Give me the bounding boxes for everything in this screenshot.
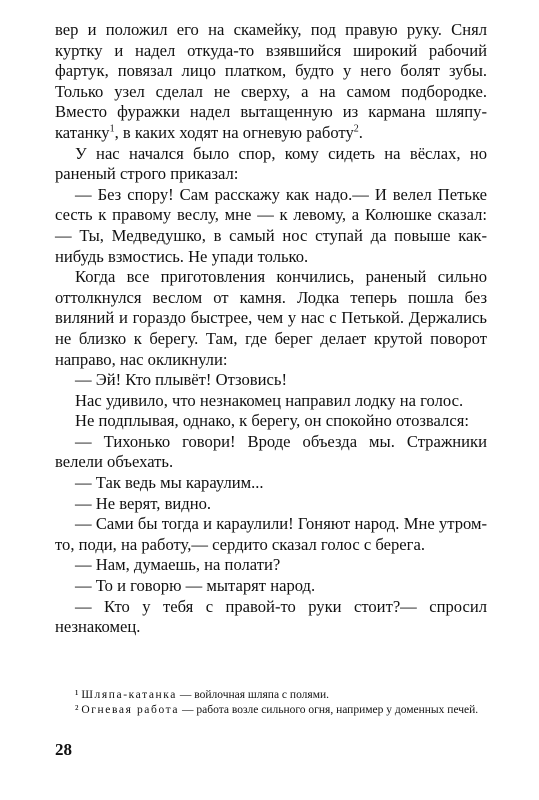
paragraph-1-text-a: вер и положил его на скамейку, под правую руку. Снял куртку и надел откуда-то взявшийся широкий рабочий фартук, повязал лицо платком, будто у него болят зубы. Только узел сделал не сверху, а на самом подбородке. Вместо фуражки надел вытащенную из кармана шляпу-катанку [55, 20, 487, 142]
paragraph-10: — Не верят, видно. [75, 493, 212, 513]
footnote-2-term: Огневая работа [81, 704, 180, 716]
paragraph-12: — Нам, думаешь, на полати? [75, 555, 281, 575]
footnote-1-text: — войлочная шляпа с полями. [177, 689, 330, 701]
footnotes [55, 688, 487, 718]
paragraph-5: — Эй! Кто плывёт! Отзовись! [75, 370, 287, 390]
page-number: 28 [55, 740, 72, 759]
paragraph-1-text-b: , в каких ходят на огневую работу [114, 122, 354, 142]
paragraph-11: — Сами бы тогда и караулили! Гоняют народ. Мне утром-то, поди, на работу,— сердито сказал голос с берега. [55, 514, 487, 554]
footnote-2-number: ² [75, 704, 79, 716]
footnote-1-term: Шляпа-катанка [81, 689, 178, 701]
paragraph-3: — Без спору! Сам расскажу как надо.— И велел Петьке сесть к правому веслу, мне — к левому, а Колюшке сказал: — Ты, Медведушко, в самый нос ступай да повыше как-нибудь взмостись. Не упади только. [55, 184, 487, 266]
paragraph-13: — То и говорю — мытарят народ. [75, 576, 316, 596]
footnote-ref-2: 2 [353, 123, 359, 135]
paragraph-1-text-c: . [358, 122, 363, 142]
footnote-1 [55, 688, 487, 703]
paragraph-4: Когда все приготовления кончились, раненый сильно оттолкнулся веслом от камня. Лодка теперь пошла без виляний и гораздо быстрее, чем у нас с Петькой. Держались не близко к берегу. Там, где берег делает крутой поворот направо, нас окликнули: [55, 267, 487, 369]
main-text [55, 20, 487, 638]
footnote-ref-1: 1 [109, 123, 115, 135]
footnote-2-text: — работа возле сильного огня, например у доменных печей. [179, 704, 479, 716]
paragraph-8: — Тихонько говори! Вроде объезда мы. Стражники велели объехать. [55, 431, 487, 472]
paragraph-1 [55, 20, 487, 144]
paragraph-7: Не подплывая, однако, к берегу, он спокойно отозвался: [75, 411, 469, 431]
paragraph-2: У нас начался было спор, кому сидеть на вёслах, но раненый строго приказал: [55, 143, 487, 184]
paragraph-14: — Кто у тебя с правой-то руки стоит?— спросил незнакомец. [55, 596, 487, 637]
footnote-1-number: ¹ [75, 689, 79, 701]
paragraph-6: Нас удивило, что незнакомец направил лодку на голос. [75, 390, 464, 410]
paragraph-9: — Так ведь мы караулим... [75, 473, 264, 493]
footnote-2 [55, 703, 487, 718]
